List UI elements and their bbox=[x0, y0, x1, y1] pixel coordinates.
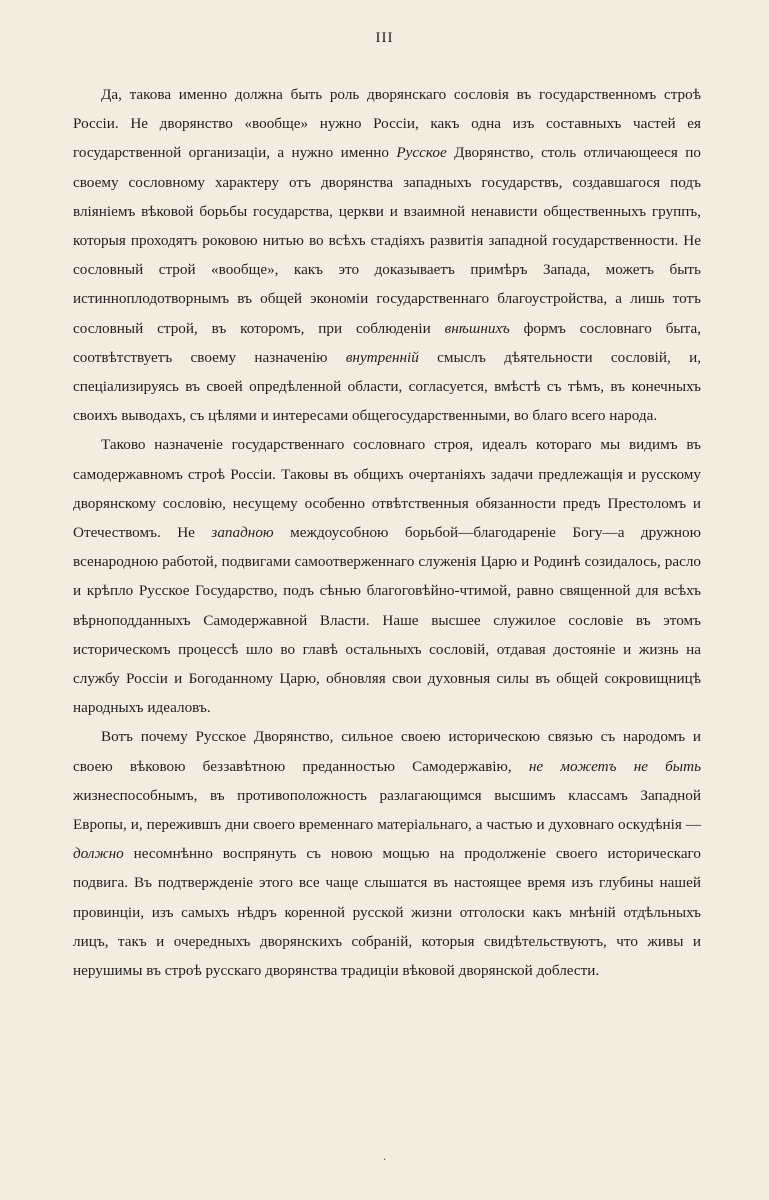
paragraph: Вотъ почему Русское Дворянство, сильное своею историческою связью съ народомъ и своею вѣковою беззавѣтною преданностью Самодержавію, не можетъ не быть жизнеспособнымъ, въ противоположность разлагающимся высшимъ классамъ Западной Европы, и, пережившъ дни своего временнаго матеріальнаго, а частью и духовнаго оскудѣнія — должно несомнѣнно воспрянуть съ новою мощью на продолженіе своего историческаго подвига. Въ подтвержденіе этого все чаще слышатся въ настоящее время изъ глубины нашей провинціи, изъ самыхъ нѣдръ коренной русской жизни отголоски какъ мнѣній отдѣльныхъ лицъ, такъ и очередныхъ дворянскихъ собраній, которыя свидѣтельствуютъ, что живы и нерушимы въ строѣ русскаго дворянства традиціи вѣковой дворянской доблести. bbox=[73, 728, 701, 980]
paragraph: Таково назначеніе государственнаго сословнаго строя, идеалъ котораго мы видимъ въ самодержавномъ строѣ Россіи. Таковы въ общихъ очертаніяхъ задачи предлежащія и русскому дворянскому сословію, несущему особенно отвѣтственныя обязанности предъ Престоломъ и Отечествомъ. Не западною междоусобною борьбой—благодареніе Богу—а дружною всенародною работой, подвигами самоотверженнаго служенія Царю и Родинѣ созидалось, расло и крѣпло Русское Государство, подъ сѣнью благоговѣйно-чтимой, равно священной для всѣхъ вѣрноподданныхъ Самодержавной Власти. Наше высшее служилое сословіе въ этомъ историческомъ процессѣ шло во главѣ остальныхъ сословій, отдавая достояніе и жизнь на службу Россіи и Богоданному Царю, обновляя свои духовныя силы въ общей сокровищницѣ народныхъ идеаловъ. bbox=[73, 436, 701, 717]
page-number: III bbox=[375, 30, 394, 46]
body-text bbox=[73, 80, 701, 985]
footer-mark: . bbox=[383, 1149, 386, 1163]
paragraph: Да, такова именно должна быть роль дворянскаго сословія въ государственномъ строѣ Россіи. Не дворянство «вообще» нужно Россіи, какъ одна изъ составныхъ частей ея государственной организаціи, а нужно именно Русское Дворянство, столь отличающееся по своему сословному характеру отъ дворянства западныхъ государствъ, создавшагося подъ вліяніемъ вѣковой борьбы государства, церкви и взаимной ненависти общественныхъ группъ, которыя проходятъ роковою нитью во всѣхъ стадіяхъ развитія западной государственности. Не сословный строй «вообще», какъ это доказываетъ примѣръ Запада, можетъ быть истинноплодотворнымъ въ общей экономіи государственнаго благоустройства, а лишь тотъ сословный строй, въ которомъ, при соблюденіи внѣшнихъ формъ сословнаго быта, соотвѣтствуетъ своему назначенію внутренній смыслъ дѣятельности сословій, и, спеціализируясь въ своей опредѣленной области, согласуется, вмѣстѣ съ тѣмъ, въ конечныхъ своихъ выводахъ, съ цѣлями и интересами общегосударственными, во благо всего народа. bbox=[73, 86, 701, 425]
